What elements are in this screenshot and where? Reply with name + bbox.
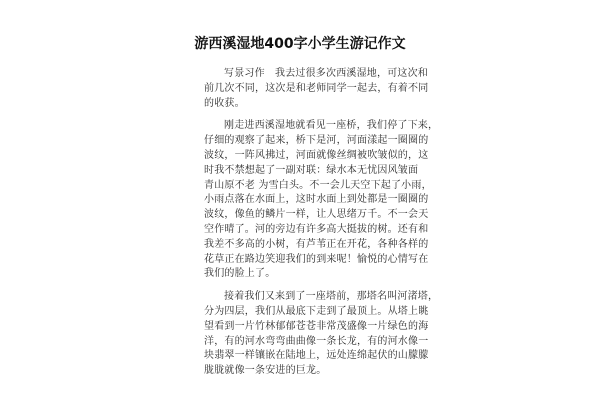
text-line: 接着我们又来到了一座塔前，那塔名叫河渚塔， bbox=[224, 291, 439, 303]
text-line: 刚走进西溪湿地就看见一座桥，我们停了下来， bbox=[224, 120, 439, 132]
text-line: 仔细的观察了起来，桥下是河，河面漾起一圈圈的 bbox=[204, 135, 429, 147]
text-line: 时我不禁想起了一副对联：绿水本无忧因风皱面 bbox=[204, 164, 419, 176]
text-line: 空作晴了。河的旁边有许多高大挺拔的树。还有和 bbox=[204, 223, 429, 235]
text-line: 青山原不老 为雪白头。不一会儿天空下起了小雨， bbox=[204, 179, 432, 191]
text-line: 望看到一片竹林郁郁苍苍非常茂盛像一片绿色的海 bbox=[204, 320, 429, 332]
paragraph-gap bbox=[204, 282, 404, 290]
text-line: 小雨点落在水面上，这时水面上到处都是一圈圈的 bbox=[204, 194, 429, 206]
text-line: 我差不多高的小树，有芦苇正在开花，各种各样的 bbox=[204, 238, 429, 250]
text-line: 波纹，一阵风拂过，河面就像丝绸被吹皱似的，这 bbox=[204, 149, 429, 161]
text-line: 块翡翠一样镶嵌在陆地上，远处连绵起伏的山朦朦 bbox=[204, 350, 429, 362]
text-line: 洋，有的河水弯弯曲曲像一条长龙，有的河水像一 bbox=[204, 335, 429, 347]
text-line: 的收获。 bbox=[204, 97, 245, 109]
paragraph-gap bbox=[204, 111, 404, 119]
text-line: 写景习作 我去过很多次西溪湿地，可这次和 bbox=[224, 68, 428, 79]
text-line: 花草正在路边笑迎我们的到来呢！愉悦的心情写在 bbox=[204, 253, 429, 265]
text-line: 分为四层，我们从最底下走到了最顶上。从塔上眺 bbox=[204, 305, 429, 317]
text-line: 波纹，像鱼的鳞片一样，让人思绪万千。不一会天 bbox=[204, 209, 429, 221]
document-title: 游西溪湿地400字小学生游记作文 bbox=[194, 36, 406, 52]
text-line: 前几次不同，这次是和老师同学一起去，有着不同 bbox=[204, 82, 429, 94]
document-body bbox=[204, 67, 439, 379]
text-line: 我们的脸上了。 bbox=[204, 268, 276, 280]
text-line: 胧胧就像一条安进的巨龙。 bbox=[204, 365, 327, 377]
